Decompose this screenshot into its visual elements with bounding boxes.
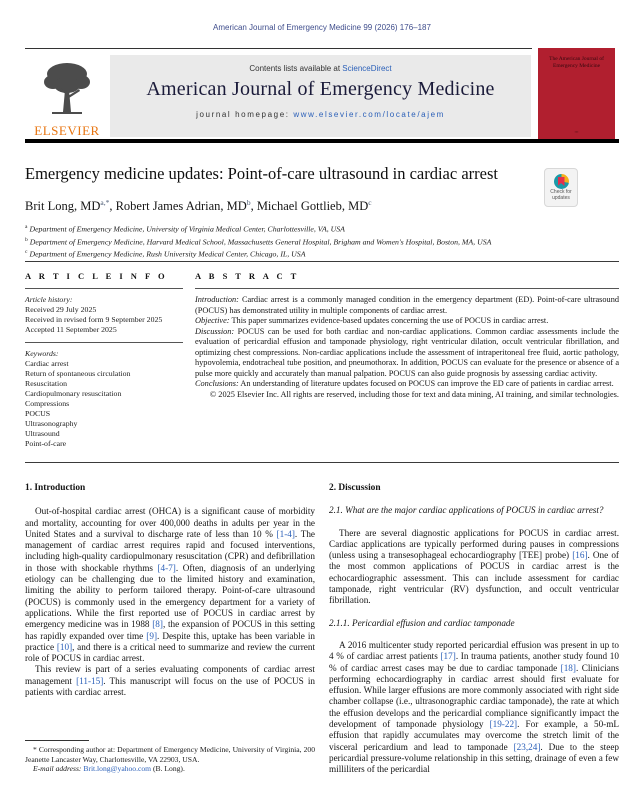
running-head-citation: American Journal of Emergency Medicine 99 (2026) 176–187 (213, 23, 431, 32)
author-affiliation-marker[interactable]: a,* (100, 198, 110, 207)
footnote-text: * Corresponding author at: Department of Emergency Medicine, University of Virginia, 200 Jeanette Lancaster Way, Charlottesville, VA 22903, USA. (25, 745, 315, 764)
affiliation-line: $^c$ Department of Emergency Medicine, Rush University Medical Center, Chicago, IL, USA (25, 249, 306, 259)
keyword: Ultrasound (25, 429, 60, 438)
affiliation-line: $^b$ Department of Emergency Medicine, Harvard Medical School, Massachusetts General Hospital, Brigham and Women's Hospital, Boston, MA, USA (25, 236, 492, 247)
keyword: Cardiopulmonary resuscitation (25, 389, 122, 398)
history-item: Received 29 July 2025 (25, 305, 97, 314)
author-name: , Michael Gottlieb, MD (250, 199, 369, 214)
journal-cover-footer: ▪▪▪ (574, 130, 579, 134)
journal-cover-thumbnail[interactable] (538, 48, 615, 140)
author-affiliation-marker[interactable]: c (368, 198, 372, 207)
citation-link[interactable]: [10] (56, 641, 73, 652)
article-body (25, 481, 619, 776)
citation-link[interactable]: [18] (560, 662, 576, 673)
citation-link[interactable]: [9] (146, 630, 158, 641)
citation-link[interactable]: [16] (572, 550, 588, 561)
contents-prefix: Contents lists available at (249, 64, 343, 73)
article-info-heading: A R T I C L E I N F O (25, 271, 168, 281)
footnote-email-line: E-mail address: Brit.long@yahoo.com (B. Long). (33, 764, 185, 774)
keyword: Point-of-care (25, 439, 67, 448)
masthead-bottom-bar (25, 139, 619, 143)
divider (25, 342, 183, 343)
elsevier-logo[interactable] (27, 54, 107, 138)
body-paragraph: This review is part of a series evaluating components of cardiac arrest management [11-15]. This manuscript will focus on the use of POCUS in patients with cardiac arrest. (25, 664, 315, 698)
elsevier-tree-icon (40, 54, 94, 124)
keyword: Compressions (25, 399, 70, 408)
section-heading-introduction: 1. Introduction (25, 483, 86, 493)
abstract-section: Conclusions: An understanding of literature updates focused on POCUS can improve the ED care of patients in cardiac arrest. (195, 379, 614, 389)
citation-link[interactable]: [1-4] (276, 528, 295, 539)
abstract-heading: A B S T R A C T (195, 271, 300, 281)
journal-masthead (110, 55, 531, 137)
author-name: Brit Long, MD (25, 199, 101, 214)
keywords-label: Keywords: (25, 349, 59, 358)
affiliation-line: $^a$ Department of Emergency Medicine, University of Virginia Medical Center, Charlottesville, VA, USA (25, 224, 345, 234)
abstract-section: Introduction: Cardiac arrest is a commonly managed condition in the emergency department (ED). Point-of-care ultrasound (POCUS) has demonstrated utility in multiple components of cardiac arrest. (195, 295, 619, 315)
author-affiliation-marker[interactable]: b (246, 198, 251, 207)
citation-link[interactable]: [11-15] (76, 675, 104, 686)
right-column (329, 481, 619, 776)
article-title: Emergency medicine updates: Point-of-care ultrasound in cardiac arrest (25, 164, 498, 183)
keyword: Ultrasonography (25, 419, 78, 428)
homepage-line (110, 110, 531, 119)
abstract-body-divider (25, 462, 619, 463)
homepage-prefix: journal homepage: (196, 110, 294, 119)
article-history-label: Article history: (25, 295, 73, 304)
journal-cover-title: The American Journal of Emergency Medicine (549, 56, 604, 69)
abstract-section: Objective: This paper summarizes evidence-based updates concerning the use of POCUS in cardiac arrest. (195, 316, 549, 326)
body-paragraph: Out-of-hospital cardiac arrest (OHCA) is a significant cause of morbidity and mortality, accounting for over 400,000 deaths in adults per year in the United States and a survival to discharge rate of less than 10 % [1-4]. The management of cardiac arrest requires rapid and focused interventions, including high-quality cardiopulmonary resuscitation (CPR) and defibrillation in those with shockable rhythms [4-7]. Often, diagnosis of an underlying etiology can be challenging due to the limited history and examination, limiting the ability to perform tailored therapy. Point-of-care ultrasound (POCUS) is commonly used in the emergency department for a variety of applications. While the first reported use of POCUS in cardiac arrest by emergency medicine was in 1988 [8], the expansion of POCUS in this setting has rapidly expanded over time [9]. Despite this, uptake has been variable in practice [10], and there is a critical need to summarize and review the current role of POCUS in cardiac arrest. (25, 506, 315, 664)
crossmark-icon (554, 174, 569, 189)
citation-link[interactable]: [8] (152, 619, 163, 630)
subsection-heading: 2.1.1. Pericardial effusion and cardiac tamponade (329, 617, 515, 628)
check-for-updates-badge[interactable] (544, 168, 578, 207)
subsection-heading: 2.1. What are the major cardiac applications of POCUS in cardiac arrest? (329, 505, 604, 516)
copyright-line: © 2025 Elsevier Inc. All rights are reserved, including those for text and data mining, AI training, and similar technologies. (209, 389, 619, 399)
footnote-rule (25, 740, 89, 741)
author-name: , Robert James Adrian, MD (109, 199, 247, 214)
history-item: Received in revised form 9 September 2025 (25, 315, 163, 324)
divider (25, 288, 183, 289)
elsevier-wordmark: ELSEVIER (34, 123, 100, 138)
affiliation-list (25, 222, 619, 260)
citation-link[interactable]: [4-7] (157, 562, 176, 573)
abstract-column (195, 271, 619, 449)
left-column (25, 481, 315, 776)
keyword: Cardiac arrest (25, 359, 69, 368)
history-item: Accepted 11 September 2025 (25, 325, 117, 334)
body-paragraph: There are several diagnostic applications for POCUS in cardiac arrest. Cardiac applications are typically performed during pauses in compressions (unless using a transesophageal echocardiography [TEE] probe) [16]. One of the most common applications of POCUS in cardiac arrest is the echocardiographic assessment. This can include assessment for cardiac tamponade, right ventricular (RV) dysfunction, and occult ventricular fibrillation. (329, 527, 619, 606)
title-block-divider (25, 261, 619, 262)
info-abstract-section (25, 271, 619, 449)
masthead-top-rule (25, 48, 532, 49)
divider (195, 288, 619, 289)
journal-title: American Journal of Emergency Medicine (146, 78, 495, 100)
abstract-section: Discussion: POCUS can be used for both cardiac and non-cardiac applications. Common cardiac assessments include the evaluation of pericardial effusion and tamponade physiology, right ventricular dilation, occult ventricular fibrillation, and optimizing chest compressions. Non-cardiac applications include the assessment of intraperitoneal free fluid, aortic pathology, hypovolemia, endotracheal tube position, and pneumothorax. In addition, POCUS can evaluate for the presence or absence of a pulse more quickly and accurately than manual palpation. POCUS can also guide prognosis by assessing cardiac activity. (195, 326, 619, 378)
sciencedirect-link[interactable]: ScienceDirect (342, 64, 392, 73)
citation-link[interactable]: [23,24] (513, 741, 541, 752)
citation-link[interactable]: [19-22] (489, 719, 518, 730)
check-for-updates-label: Check for updates (550, 189, 572, 201)
author-list (25, 198, 372, 214)
email-link[interactable]: Brit.long@yahoo.com (83, 764, 152, 774)
keyword: Return of spontaneous circulation (25, 369, 131, 378)
body-paragraph: A 2016 multicenter study reported pericardial effusion was present in up to 4 % of cardiac arrest patients [17]. In trauma patients, another study found 10 % of cardiac arrest cases may be due to cardiac tamponade [18]. Clinicians performing echocardiography in cardiac arrest should first evaluate for effusion. While larger effusions are more commonly associated with right side chamber collapse (i.e., ultrasonographic cardiac tamponade), the rate at which the effusion develops and the pericardial compliance significantly impact the development of tamponade physiology [19-22]. For example, a 50-mL effusion that rapidly accumulates may overcome the stretch limit of the visceral pericardium and lead to tamponade [23,24]. Due to the steep pericardial pressure-volume relationship in this setting, drainage of even a few milliliters of the pericardial (329, 639, 619, 775)
corresponding-author-footnote (25, 740, 315, 774)
section-heading-discussion: 2. Discussion (329, 483, 381, 493)
contents-line (110, 64, 531, 73)
keyword: Resuscitation (25, 379, 68, 388)
citation-link[interactable]: [17] (440, 651, 456, 662)
article-info-column (25, 271, 195, 449)
homepage-url-link[interactable]: www.elsevier.com/locate/ajem (293, 110, 445, 119)
keyword: POCUS (25, 409, 51, 418)
